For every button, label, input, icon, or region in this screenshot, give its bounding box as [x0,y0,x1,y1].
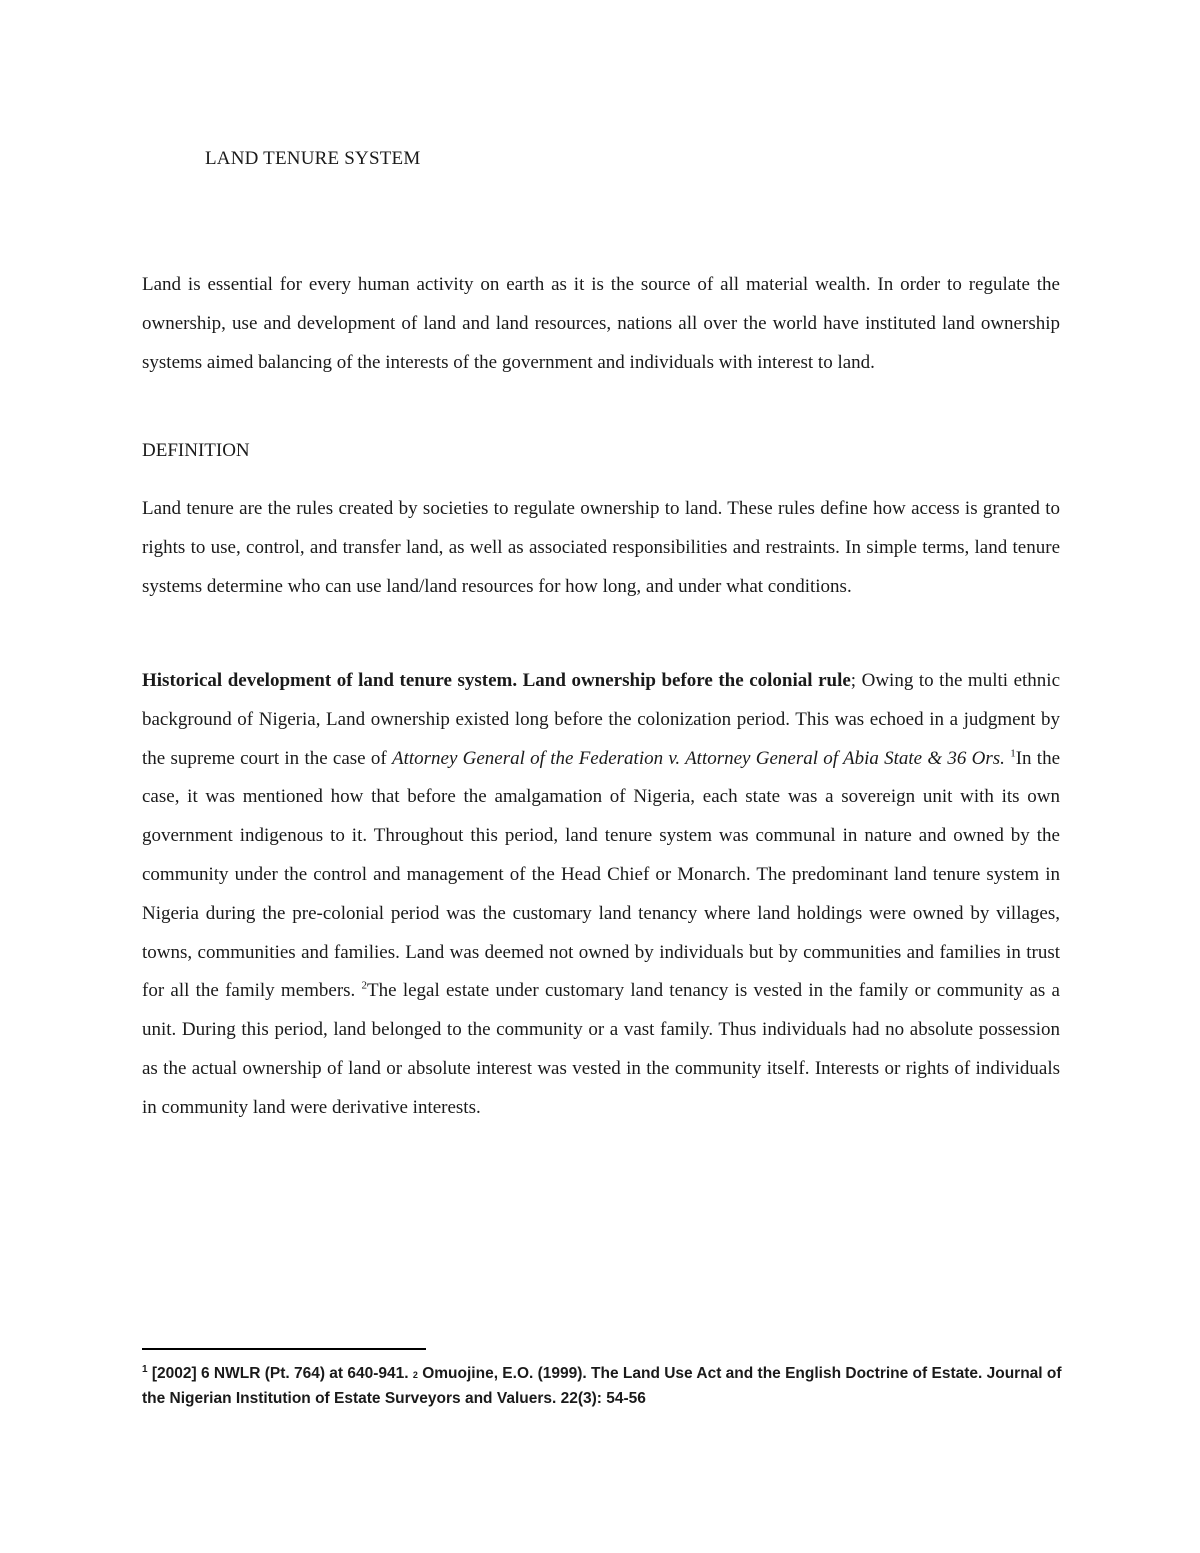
history-text-3: The legal estate under customary land tenancy is vested in the family or community as a unit. During this period, land belonged to the community or a vast family. Thus individuals had no absolute possession as the actual ownership of land or absolute interest was vested in the community itself. Interests or rights of individuals in community land were derivative interests. [142,980,1060,1118]
footnote-2-marker: 2 [412,1370,418,1380]
footnote-1-marker: 1 [142,1363,148,1375]
case-name: Attorney General of the Federation v. Attorney General of Abia State & 36 Ors. [391,747,1005,769]
footnote-ref-1[interactable]: 1 [1010,747,1016,760]
intro-paragraph: Land is essential for every human activity on earth as it is the source of all material wealth. In order to regulate the ownership, use and development of land and land resources, nations all over the world have instituted land ownership systems aimed balancing of the interests of the government and individuals with interest to land. [142,274,1060,373]
definition-heading: DEFINITION [142,440,250,461]
history-bold-lead: Historical development of land tenure system. Land ownership before the colonial rule [142,670,851,691]
footnote-ref-2[interactable]: 2 [361,980,368,993]
footnotes [142,1362,1082,1411]
history-text-1: ; Owing to the multi ethnic background of Nigeria, Land ownership existed long before the colonization period. This was echoed in a judgment by the supreme court in the case of [142,670,1060,769]
document-title: LAND TENURE SYSTEM [205,148,421,169]
history-paragraph [142,662,1060,1128]
footnote-separator [142,1348,426,1350]
footnote-1-text: [2002] 6 NWLR (Pt. 764) at 640-941. [147,1365,413,1382]
history-text-2: In the case, it was mentioned how that before the amalgamation of Nigeria, each state was a sovereign unit with its own government indigenous to it. Throughout this period, land tenure system was communal in nature and owned by the community under the control and management of the Head Chief or Monarch. The predominant land tenure system in Nigeria during the pre-colonial period was the customary land tenancy where land holdings were owned by villages, towns, communities and families. Land was deemed not owned by individuals but by communities and families in trust for all the family members. [142,747,1061,1002]
footnote-2-text: Omuojine, E.O. (1999). The Land Use Act and the English Doctrine of Estate. Journal of the Nigerian Institution of Estate Surveyors and Valuers. 22(3): 54-56 [142,1365,1062,1407]
definition-paragraph: Land tenure are the rules created by societies to regulate ownership to land. These rules define how access is granted to rights to use, control, and transfer land, as well as associated responsibilities and restraints. In simple terms, land tenure systems determine who can use land/land resources for how long, and under what conditions. [142,498,1060,597]
